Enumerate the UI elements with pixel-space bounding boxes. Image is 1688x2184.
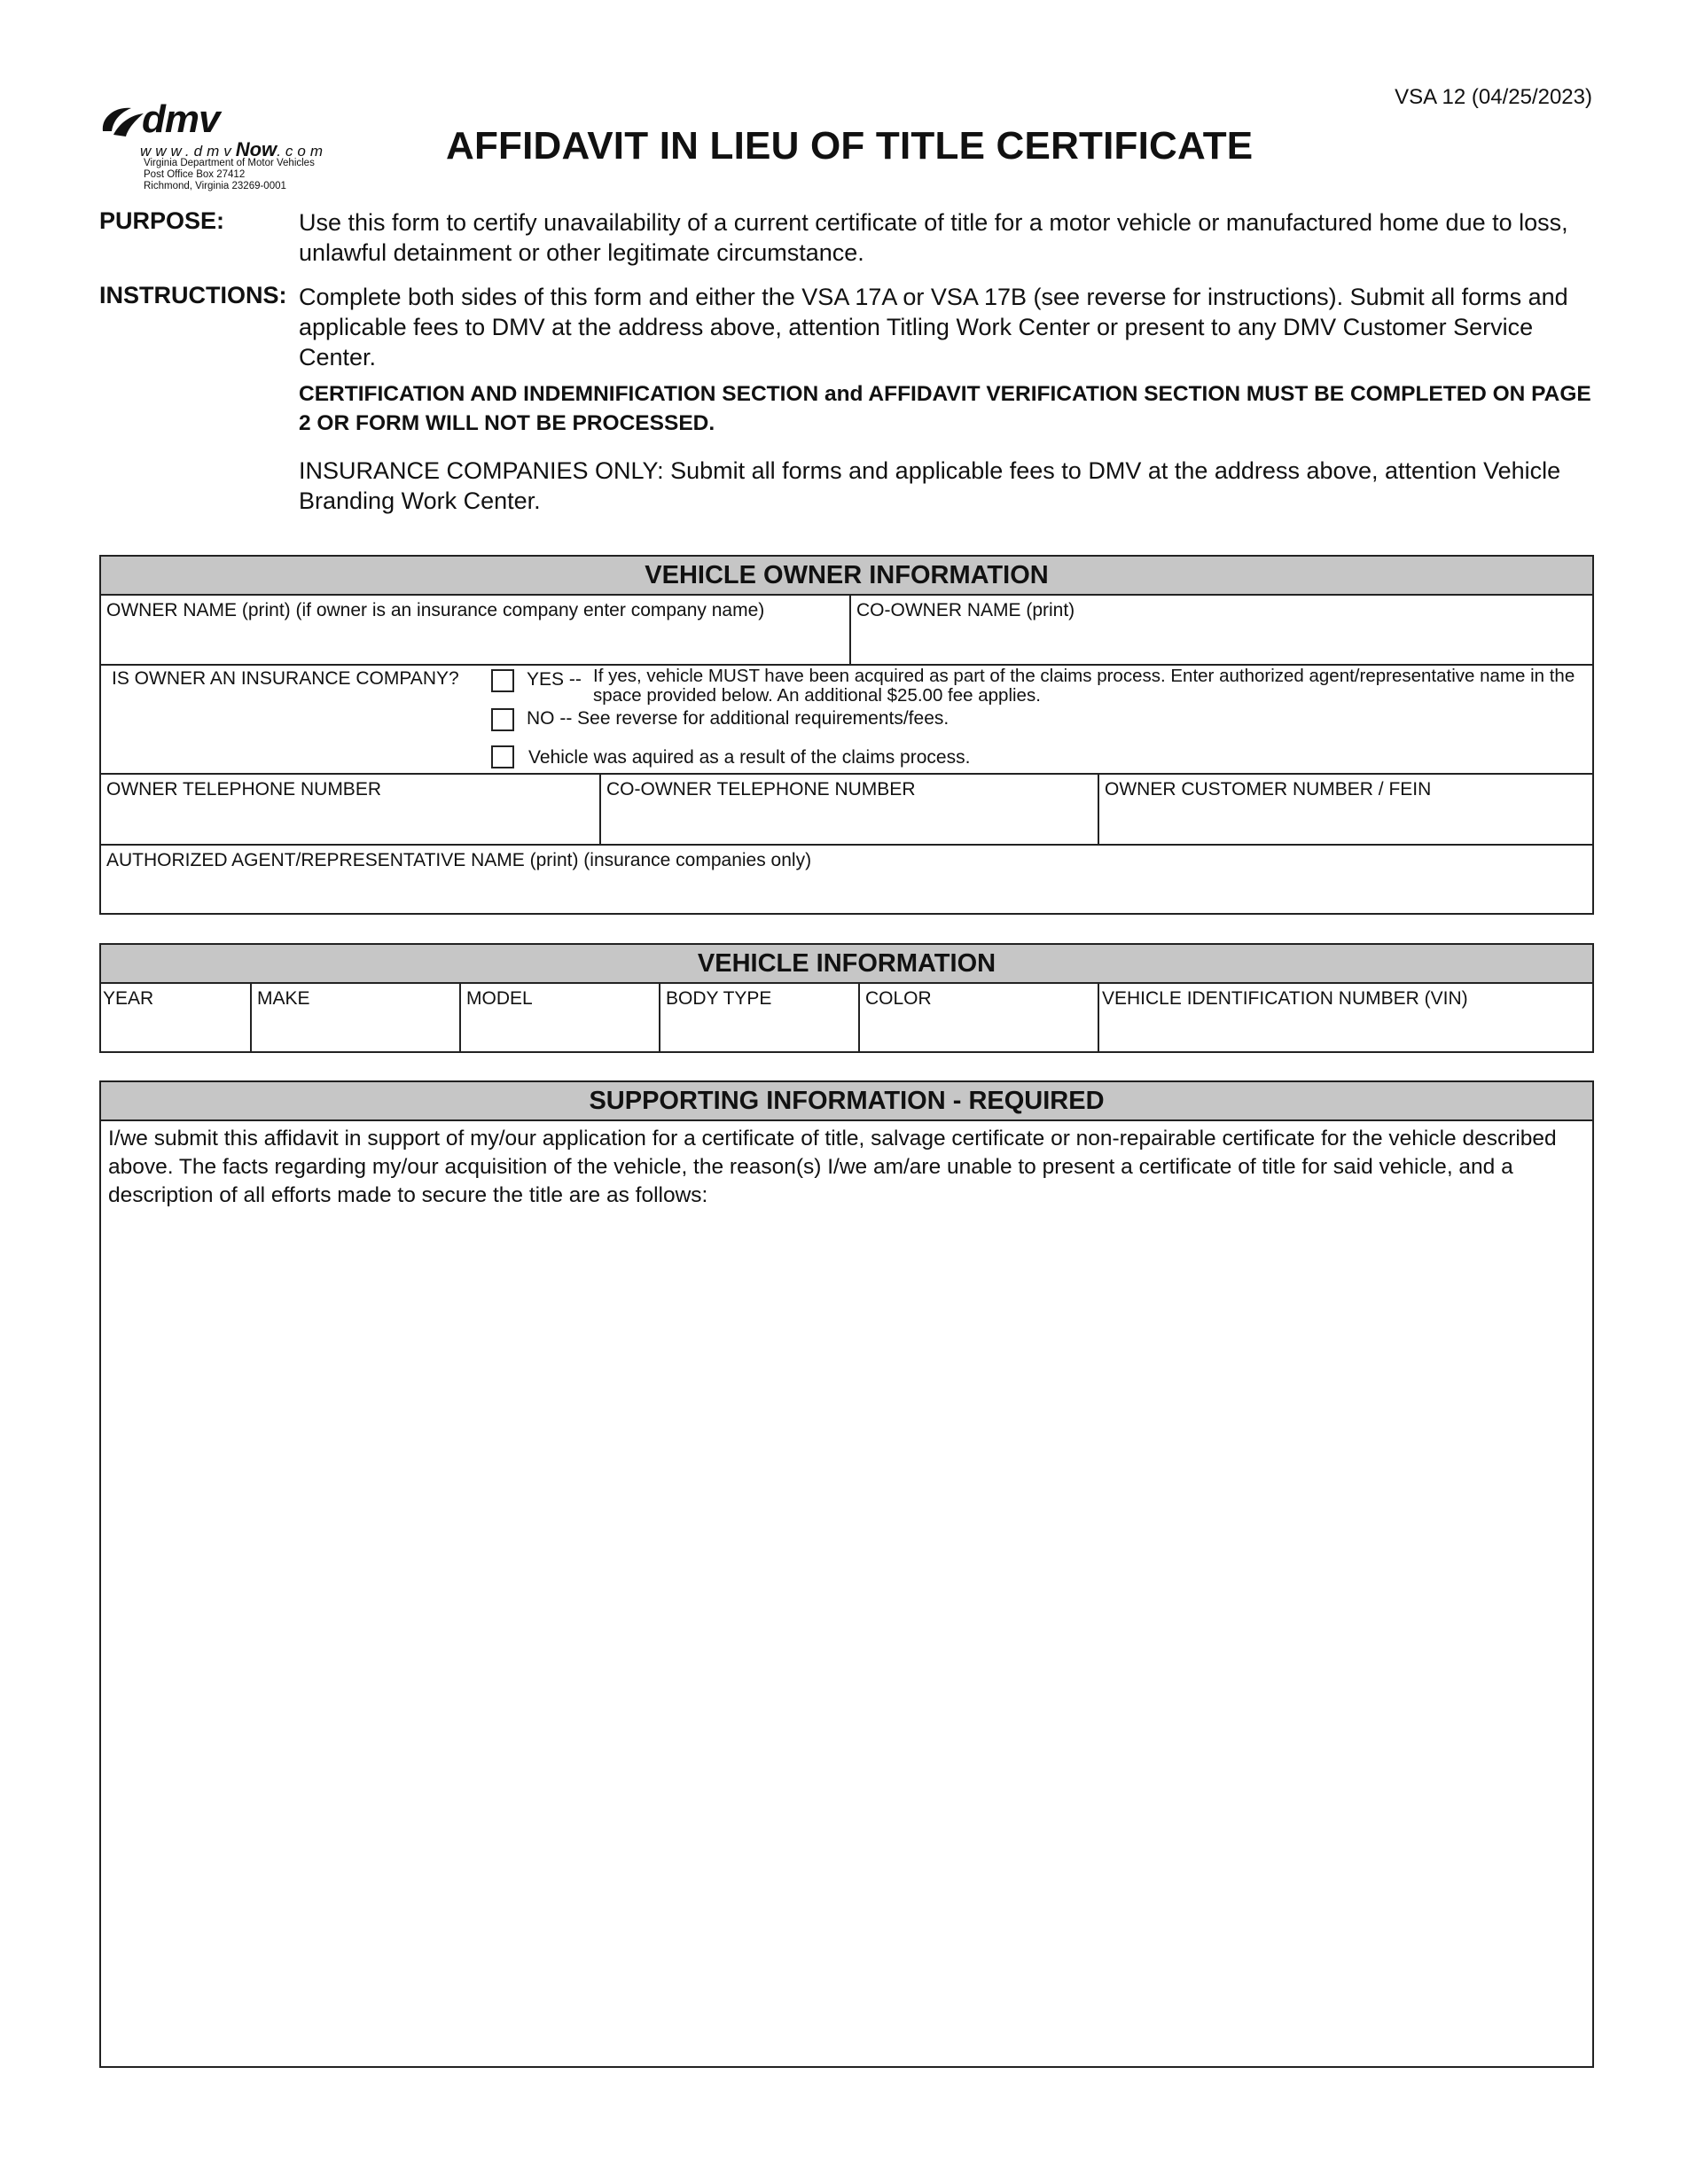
year-field[interactable]	[101, 984, 250, 1053]
owner-phone-label: OWNER TELEPHONE NUMBER	[106, 779, 381, 800]
customer-number-field[interactable]	[1098, 775, 1592, 844]
year-label: YEAR	[103, 988, 154, 1009]
instructions-label: INSTRUCTIONS:	[99, 282, 287, 308]
vehicle-owner-section	[99, 555, 1594, 915]
make-field[interactable]	[250, 984, 459, 1053]
color-field[interactable]	[858, 984, 1098, 1053]
co-owner-phone-field[interactable]	[599, 775, 1098, 844]
no-label: NO -- See reverse for additional requirements/fees.	[527, 708, 950, 729]
vehicle-info-heading: VEHICLE INFORMATION	[101, 945, 1592, 984]
form-number: VSA 12 (04/25/2023)	[1395, 85, 1592, 109]
vin-label: VEHICLE IDENTIFICATION NUMBER (VIN)	[1102, 988, 1468, 1009]
yes-label: YES --	[527, 669, 582, 690]
model-field[interactable]	[459, 984, 659, 1053]
owner-name-row	[101, 596, 1592, 666]
purpose-label: PURPOSE:	[99, 207, 225, 234]
claims-process-checkbox[interactable]	[491, 745, 514, 768]
agent-name-label: AUTHORIZED AGENT/REPRESENTATIVE NAME (print) (insurance companies only)	[106, 850, 812, 870]
owner-name-label: OWNER NAME (print) (if owner is an insurance company enter company name)	[106, 600, 765, 620]
color-label: COLOR	[865, 988, 932, 1009]
dmv-logo	[99, 99, 365, 197]
logo-url: www.dmvNow.com	[140, 138, 328, 160]
dmv-swoosh-icon	[99, 105, 145, 140]
owner-name-field[interactable]	[101, 596, 849, 664]
body-type-field[interactable]	[659, 984, 858, 1053]
model-label: MODEL	[466, 988, 533, 1009]
logo-wordmark: dmv	[142, 98, 220, 141]
purpose-text: Use this form to certify unavailability of a current certificate of title for a motor vehicle or manufactured home due to loss, unlawful detainment or other legitimate circumstance.	[299, 209, 1568, 266]
vehicle-info-section	[99, 943, 1594, 1053]
body-type-label: BODY TYPE	[666, 988, 772, 1009]
agent-name-field[interactable]	[101, 846, 1592, 913]
co-owner-name-field[interactable]	[849, 596, 1592, 664]
insurance-question: IS OWNER AN INSURANCE COMPANY?	[112, 668, 459, 689]
agent-row	[101, 846, 1592, 913]
logo-address: Virginia Department of Motor Vehicles Post Office Box 27412 Richmond, Virginia 23269-0001	[144, 158, 315, 191]
supporting-info-text: I/we submit this affidavit in support of my/our application for a certificate of title, salvage certificate or non-repairable certificate for the vehicle described above. The facts regarding my/our acquisition of the vehicle, the reason(s) I/we am/are unable to present a certificate of title for said vehicle, and a description of all efforts made to secure the title are as follows:	[108, 1127, 1557, 1207]
make-label: MAKE	[257, 988, 310, 1009]
vehicle-info-row	[101, 984, 1592, 1053]
customer-number-label: OWNER CUSTOMER NUMBER / FEIN	[1105, 779, 1432, 800]
instructions-text: Complete both sides of this form and either the VSA 17A or VSA 17B (see reverse for instructions). Submit all forms and applicable fees to DMV at the address above, attention Titling Work Center or present to any DMV Customer Service Center.	[299, 284, 1568, 370]
supporting-info-textarea[interactable]	[101, 1233, 1592, 2066]
vin-field[interactable]	[1098, 984, 1592, 1053]
co-owner-name-label: CO-OWNER NAME (print)	[856, 600, 1075, 620]
insurance-question-row	[101, 666, 1592, 775]
owner-phone-field[interactable]	[101, 775, 599, 844]
vehicle-owner-heading: VEHICLE OWNER INFORMATION	[101, 557, 1592, 596]
supporting-info-heading: SUPPORTING INFORMATION - REQUIRED	[101, 1082, 1592, 1121]
page-title: AFFIDAVIT IN LIEU OF TITLE CERTIFICATE	[446, 124, 1254, 168]
phone-row	[101, 775, 1592, 846]
instructions-insurance: INSURANCE COMPANIES ONLY: Submit all forms and applicable fees to DMV at the address above, attention Vehicle Branding Work Center.	[299, 457, 1561, 514]
claims-process-label: Vehicle was aquired as a result of the claims process.	[528, 747, 971, 768]
yes-note: If yes, vehicle MUST have been acquired as part of the claims process. Enter authorized agent/representative name in the space provided below. An additional $25.00 fee applies.	[593, 666, 1575, 706]
instructions-warning: CERTIFICATION AND INDEMNIFICATION SECTION and AFFIDAVIT VERIFICATION SECTION MUST BE COMPLETED ON PAGE 2 OR FORM WILL NOT BE PROCESSED.	[299, 382, 1591, 435]
no-checkbox[interactable]	[491, 708, 514, 731]
co-owner-phone-label: CO-OWNER TELEPHONE NUMBER	[606, 779, 916, 800]
yes-checkbox[interactable]	[491, 669, 514, 692]
supporting-info-section	[99, 1080, 1594, 2068]
